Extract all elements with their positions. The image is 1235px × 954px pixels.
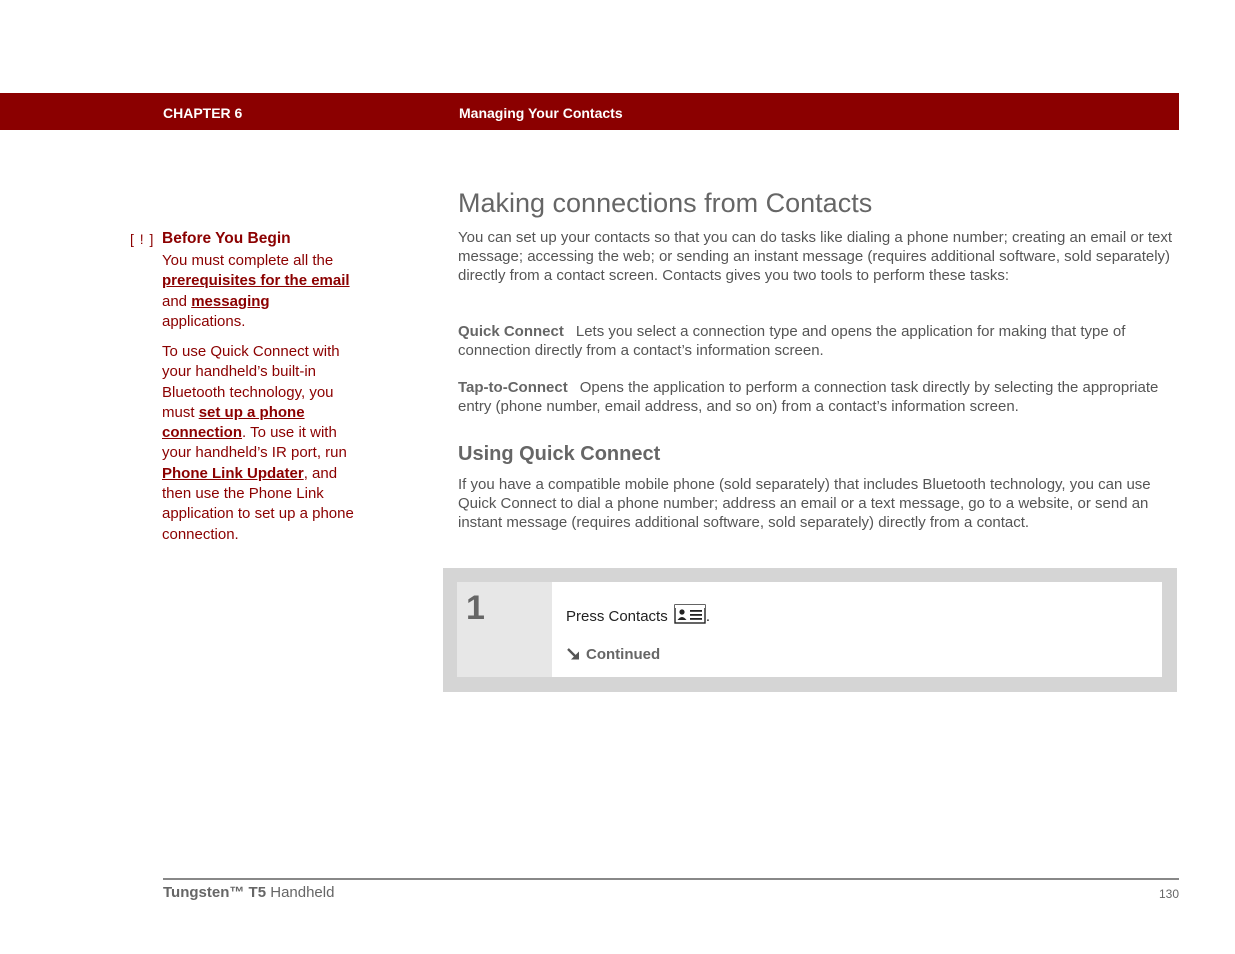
page-number: 130 (1158, 887, 1179, 901)
section-heading: Using Quick Connect (458, 443, 661, 465)
page-title: Making connections from Contacts (458, 188, 873, 218)
step-box (443, 568, 1177, 692)
prerequisites-email-link[interactable]: prerequisites for the email (162, 272, 350, 290)
arrow-down-right-icon (566, 646, 582, 662)
sidebar-text: To use Quick Connect with your handheld’s built-in Bluetooth technology, you must (162, 343, 340, 421)
phone-link-updater-link[interactable]: Phone Link Updater (162, 464, 304, 482)
messaging-link[interactable]: messaging (191, 292, 270, 310)
sidebar-paragraph-prerequisites (162, 251, 357, 332)
sidebar-text: , and then use the Phone Link application to set up a phone connection. (162, 464, 354, 543)
product-brand: Tungsten™ T5 (163, 884, 267, 901)
intro-paragraph: You can set up your contacts so that you can do tasks like dialing a phone number; creating an email or text message; accessing the web; or sending an instant message (requires additional software, sold separately) directly from a contact screen. Contacts gives you two tools to perform these tasks: (458, 229, 1173, 284)
sidebar-text: applications. (162, 312, 246, 330)
chapter-label: CHAPTER 6 (163, 105, 243, 121)
chapter-header-bar (0, 93, 1179, 130)
term-quick-connect (458, 322, 1176, 360)
sidebar-text: . To use it with your handheld’s IR port, run (162, 424, 347, 462)
continued-link[interactable] (566, 646, 660, 663)
step-text: Press Contacts (566, 608, 668, 625)
alert-icon: [ ! ] (130, 231, 155, 247)
sidebar-text: and (162, 292, 192, 310)
sidebar-paragraph-quick-connect (162, 342, 357, 545)
set-up-phone-connection-link[interactable]: set up a phone connection (162, 403, 305, 442)
product-suffix: Handheld (266, 884, 335, 901)
chapter-title: Managing Your Contacts (459, 105, 623, 121)
term-definition: Opens the application to perform a connection task directly by selecting the appropriate entry (phone number, email address, and so on) from a contact’s information screen. (458, 379, 1159, 415)
step-number-cell (457, 582, 552, 677)
continued-label: Continued (586, 646, 661, 663)
term-tap-to-connect (458, 378, 1176, 416)
contacts-card-icon (674, 604, 706, 628)
sidebar-heading: Before You Begin (162, 230, 291, 247)
step-content (552, 582, 1162, 677)
term-label: Tap-to-Connect (458, 379, 568, 396)
step-number: 1 (466, 589, 485, 627)
section-paragraph: If you have a compatible mobile phone (sold separately) that includes Bluetooth technology, you can use Quick Connect to dial a phone number; address an email or a text message, go to a website, or send an instant message (requires additional software, sold separately) directly from a contact. (458, 476, 1151, 531)
sidebar-text: You must complete all the (162, 252, 334, 269)
step-text-end: . (705, 608, 711, 625)
footer-divider (163, 878, 1179, 880)
step-instruction (566, 604, 710, 628)
footer-product-name (163, 884, 334, 901)
term-definition: Lets you select a connection type and opens the application for making that type of connection directly from a contact’s information screen. (458, 323, 1126, 359)
term-label: Quick Connect (458, 323, 564, 340)
